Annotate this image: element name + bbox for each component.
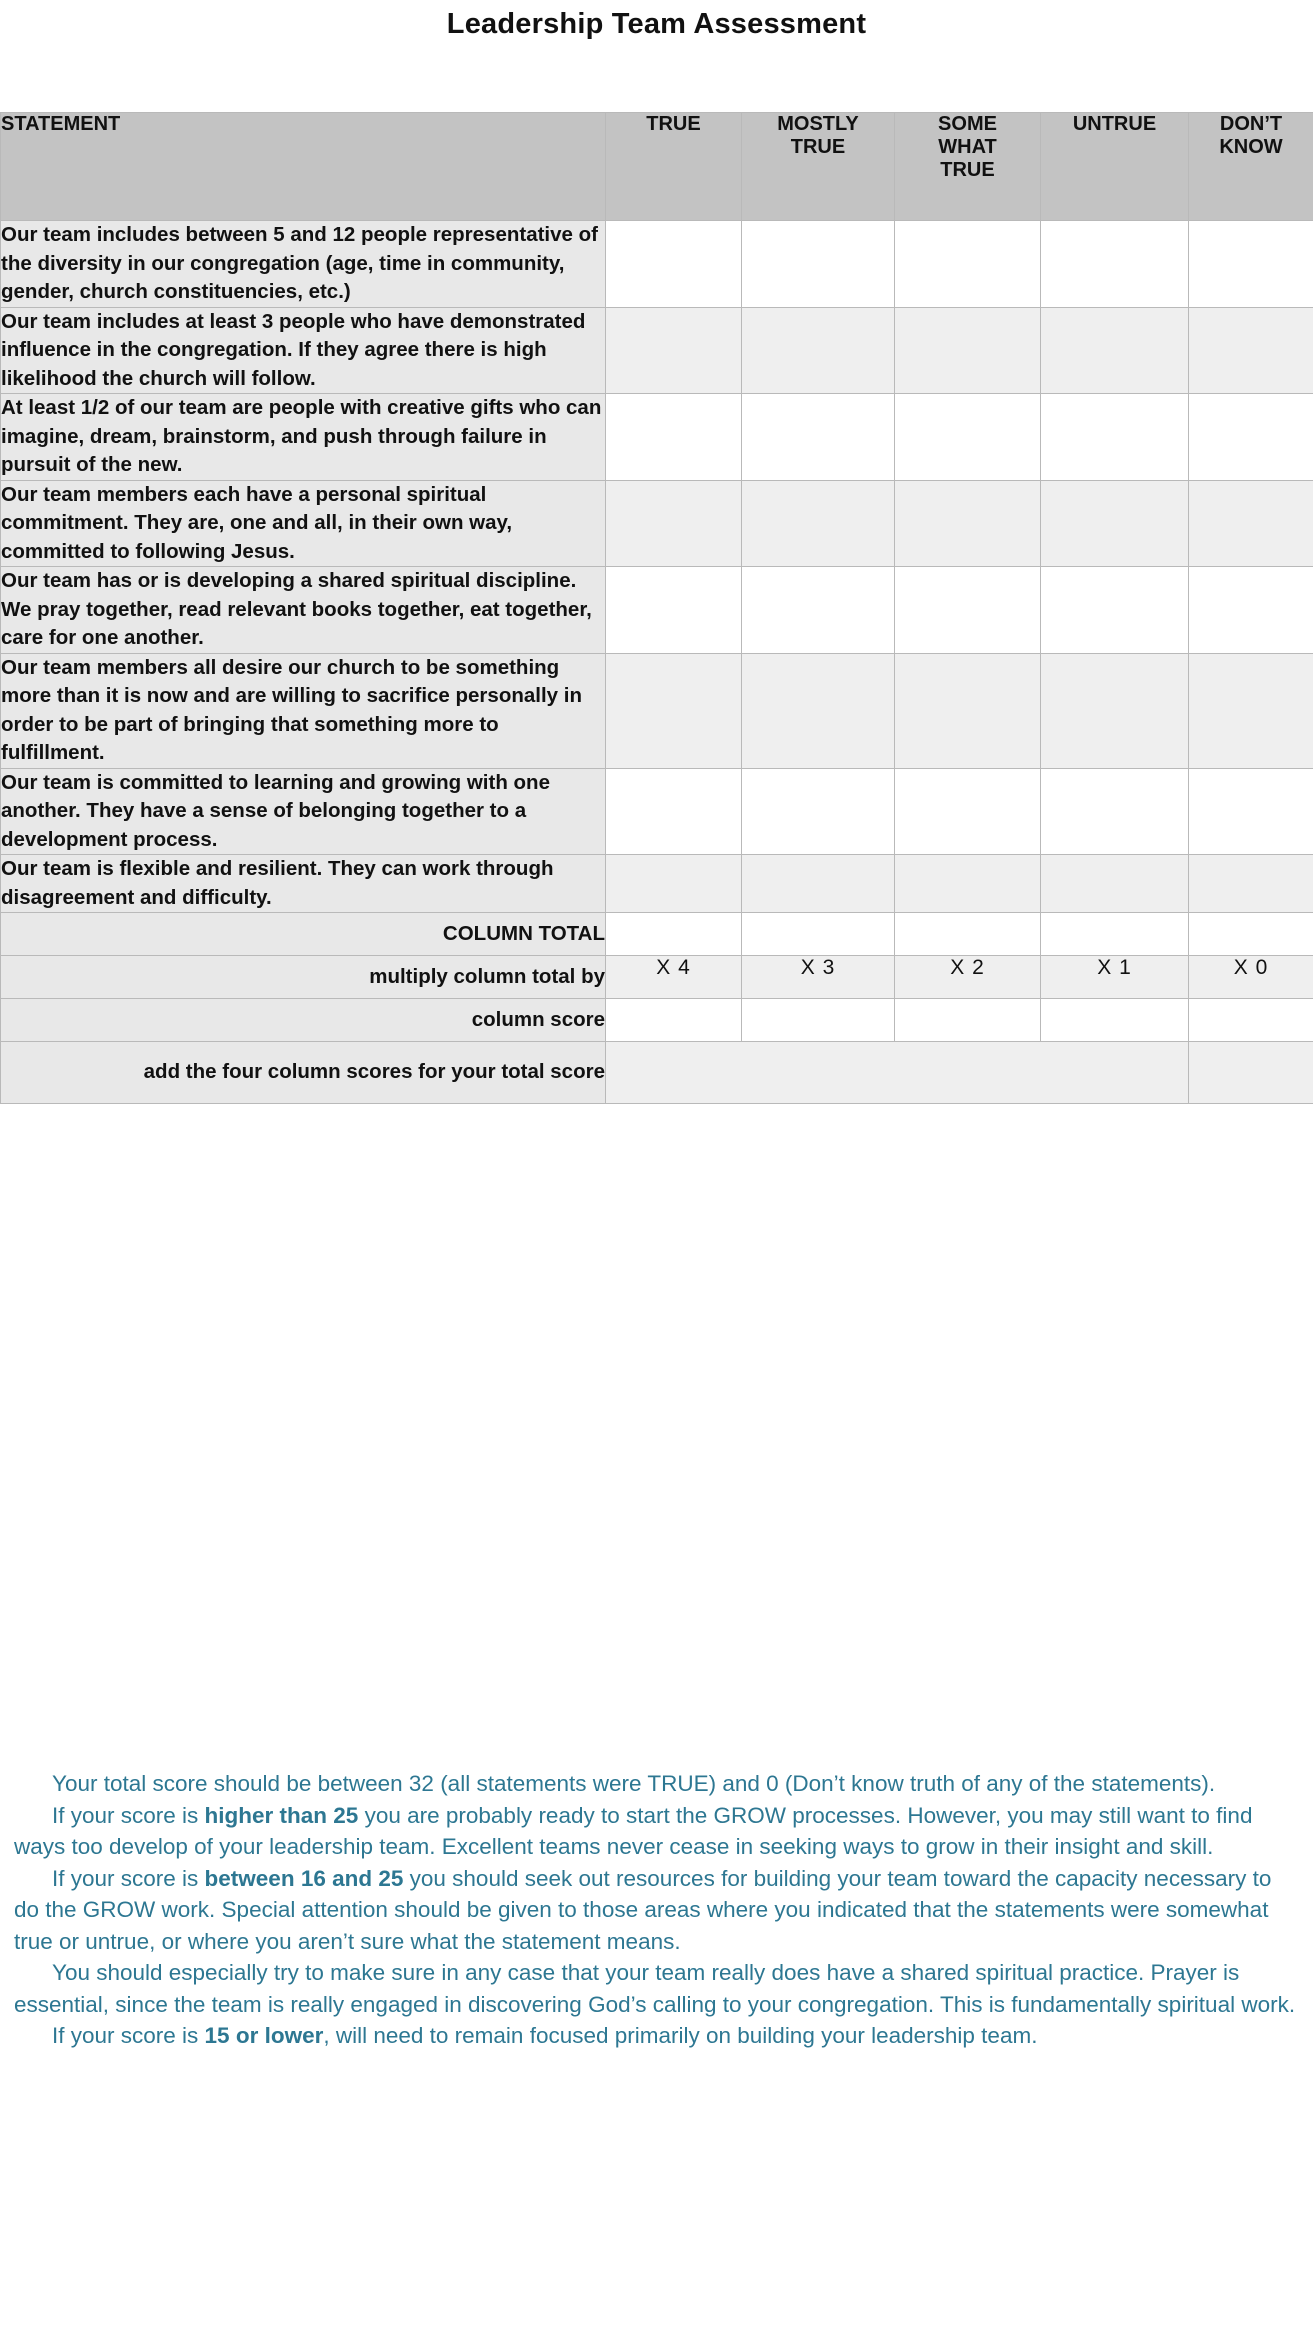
column-score-cell-mostly-true[interactable] [742,999,895,1042]
answer-cell-somewhat-true[interactable] [895,394,1041,481]
column-header-dont-know-line2: KNOW [1219,136,1283,158]
answer-cell-untrue[interactable] [1041,394,1189,481]
multiplier-untrue: X 1 [1041,956,1189,999]
answer-cell-somewhat-true[interactable] [895,653,1041,768]
column-score-cell-somewhat-true[interactable] [895,999,1041,1042]
answer-cell-true[interactable] [606,768,742,855]
answer-cell-dont-know[interactable] [1189,221,1313,308]
column-score-label: column score [1,999,606,1042]
answer-cell-mostly-true[interactable] [742,394,895,481]
answer-cell-untrue[interactable] [1041,221,1189,308]
column-score-cell-true[interactable] [606,999,742,1042]
page-title: Leadership Team Assessment [446,8,867,40]
table-row [1,768,1313,855]
answer-cell-true[interactable] [606,394,742,481]
answer-cell-mostly-true[interactable] [742,221,895,308]
note-2-rest: you are probably ready to start the GROW processes. However, you may still want to find ways too develop of your leadership team. Excellent teams never cease in seeking ways to grow in their insight and skill. [14,1802,1253,1859]
answer-cell-untrue[interactable] [1041,307,1189,394]
note-4-text: You should especially try to make sure in any case that your team really does have a shared spiritual practice. Prayer is essential, since the team is really engaged in discovering God’s calling to your congregation. This is fundamentally spiritual work. [14,1960,1296,2017]
column-total-cell-true[interactable] [606,913,742,956]
note-2-lead: If your score is [52,1802,205,1828]
answer-cell-dont-know[interactable] [1189,768,1313,855]
answer-cell-somewhat-true[interactable] [895,480,1041,567]
answer-cell-mostly-true[interactable] [742,480,895,567]
note-3-threshold: between 16 and 25 [204,1865,404,1891]
column-header-somewhat-true-line2: WHAT [938,136,997,158]
answer-cell-somewhat-true[interactable] [895,307,1041,394]
column-total-row [1,913,1313,956]
note-3-lead: If your score is [52,1865,205,1891]
assessment-table [0,112,1313,1104]
column-total-cell-mostly-true[interactable] [742,913,895,956]
answer-cell-dont-know[interactable] [1189,653,1313,768]
answer-cell-mostly-true[interactable] [742,768,895,855]
column-total-label: COLUMN TOTAL [1,913,606,956]
multiplier-somewhat-true: X 2 [895,956,1041,999]
note-3-rest: you should seek out resources for building your team toward the capacity necessary to do the GROW work. Special attention should be given to those areas where you indicated that the statements were somewhat true or untrue, or where you aren’t sure what the statement means. [14,1865,1272,1954]
total-score-row [1,1042,1313,1104]
column-header-mostly-true-line1: MOSTLY [777,113,859,135]
answer-cell-dont-know[interactable] [1189,307,1313,394]
column-header-somewhat-true [895,113,1041,221]
column-header-untrue-line1: UNTRUE [1072,113,1157,135]
table-body [1,221,1313,1104]
answer-cell-true[interactable] [606,855,742,913]
column-header-mostly-true [742,113,895,221]
multiply-label: multiply column total by [1,956,606,999]
table-row [1,394,1313,481]
column-total-cell-untrue[interactable] [1041,913,1189,956]
statement-cell: Our team is committed to learning and growing with one another. They have a sense of belonging together to a development process. [1,768,606,855]
answer-cell-mostly-true[interactable] [742,855,895,913]
column-total-cell-dont-know[interactable] [1189,913,1313,956]
answer-cell-true[interactable] [606,567,742,654]
multiplier-mostly-true: X 3 [742,956,895,999]
table-row [1,221,1313,308]
column-header-dont-know-line1: DON’T [1219,113,1283,135]
note-5-threshold: 15 or lower [204,2023,324,2048]
statement-cell: Our team has or is developing a shared spiritual discipline. We pray together, read relevant books together, eat together, care for one another. [1,567,606,654]
table-row [1,307,1313,394]
note-2-threshold: higher than 25 [204,1802,359,1828]
column-header-untrue [1041,113,1189,221]
total-score-label: add the four column scores for your total score [1,1042,606,1104]
column-total-cell-somewhat-true[interactable] [895,913,1041,956]
answer-cell-untrue[interactable] [1041,653,1189,768]
statement-cell: Our team members all desire our church to be something more than it is now and are willing to sacrifice personally in order to be part of bringing that something more to fulfillment. [1,653,606,768]
answer-cell-mostly-true[interactable] [742,307,895,394]
column-header-somewhat-true-line3: TRUE [940,159,995,181]
answer-cell-true[interactable] [606,653,742,768]
statement-cell: Our team includes between 5 and 12 people representative of the diversity in our congregation (age, time in community, gender, church constituencies, etc.) [1,221,606,308]
answer-cell-somewhat-true[interactable] [895,768,1041,855]
column-header-statement: STATEMENT [1,113,606,221]
total-score-cell-dont-know[interactable] [1189,1042,1313,1104]
table-row [1,567,1313,654]
note-1-text: Your total score should be between 32 (all statements were TRUE) and 0 (Don’t know truth of any of the statements). [52,1771,1216,1796]
column-score-row [1,999,1313,1042]
column-header-true [606,113,742,221]
answer-cell-dont-know[interactable] [1189,394,1313,481]
answer-cell-untrue[interactable] [1041,480,1189,567]
note-paragraph-2 [14,1800,1302,1863]
table-row [1,855,1313,913]
answer-cell-somewhat-true[interactable] [895,221,1041,308]
statement-cell: Our team members each have a personal spiritual commitment. They are, one and all, in their own way, committed to following Jesus. [1,480,606,567]
answer-cell-true[interactable] [606,221,742,308]
answer-cell-true[interactable] [606,480,742,567]
answer-cell-mostly-true[interactable] [742,567,895,654]
column-score-cell-dont-know[interactable] [1189,999,1313,1042]
column-header-mostly-true-line2: TRUE [790,136,846,158]
note-paragraph-5 [14,2020,1302,2052]
answer-cell-untrue[interactable] [1041,567,1189,654]
header-row [1,113,1313,221]
statement-cell: Our team is flexible and resilient. They can work through disagreement and difficulty. [1,855,606,913]
multiplier-dont-know: X 0 [1189,956,1313,999]
statement-cell: At least 1/2 of our team are people with creative gifts who can imagine, dream, brainstorm, and push through failure in pursuit of the new. [1,394,606,481]
assessment-table-wrapper [0,112,1313,1104]
answer-cell-dont-know[interactable] [1189,855,1313,913]
answer-cell-dont-know[interactable] [1189,567,1313,654]
note-paragraph-1 [14,1768,1302,1800]
column-score-cell-untrue[interactable] [1041,999,1189,1042]
column-header-dont-know [1189,113,1313,221]
answer-cell-mostly-true[interactable] [742,653,895,768]
note-5-rest: , will need to remain focused primarily on building your leadership team. [323,2023,1038,2048]
answer-cell-true[interactable] [606,307,742,394]
answer-cell-untrue[interactable] [1041,768,1189,855]
statement-cell: Our team includes at least 3 people who have demonstrated influence in the congregation. If they agree there is high likelihood the church will follow. [1,307,606,394]
table-row [1,653,1313,768]
multiplier-true: X 4 [606,956,742,999]
note-paragraph-3 [14,1863,1302,1958]
note-5-lead: If your score is [52,2023,205,2048]
note-paragraph-4 [14,1957,1302,2020]
answer-cell-somewhat-true[interactable] [895,567,1041,654]
answer-cell-dont-know[interactable] [1189,480,1313,567]
table-header [1,113,1313,221]
table-row [1,480,1313,567]
column-header-somewhat-true-line1: SOME [938,113,997,135]
total-score-cell[interactable] [606,1042,1189,1104]
scoring-notes [14,1768,1302,2052]
answer-cell-somewhat-true[interactable] [895,855,1041,913]
answer-cell-untrue[interactable] [1041,855,1189,913]
column-header-true-line1: TRUE [646,113,701,135]
multiply-row [1,956,1313,999]
